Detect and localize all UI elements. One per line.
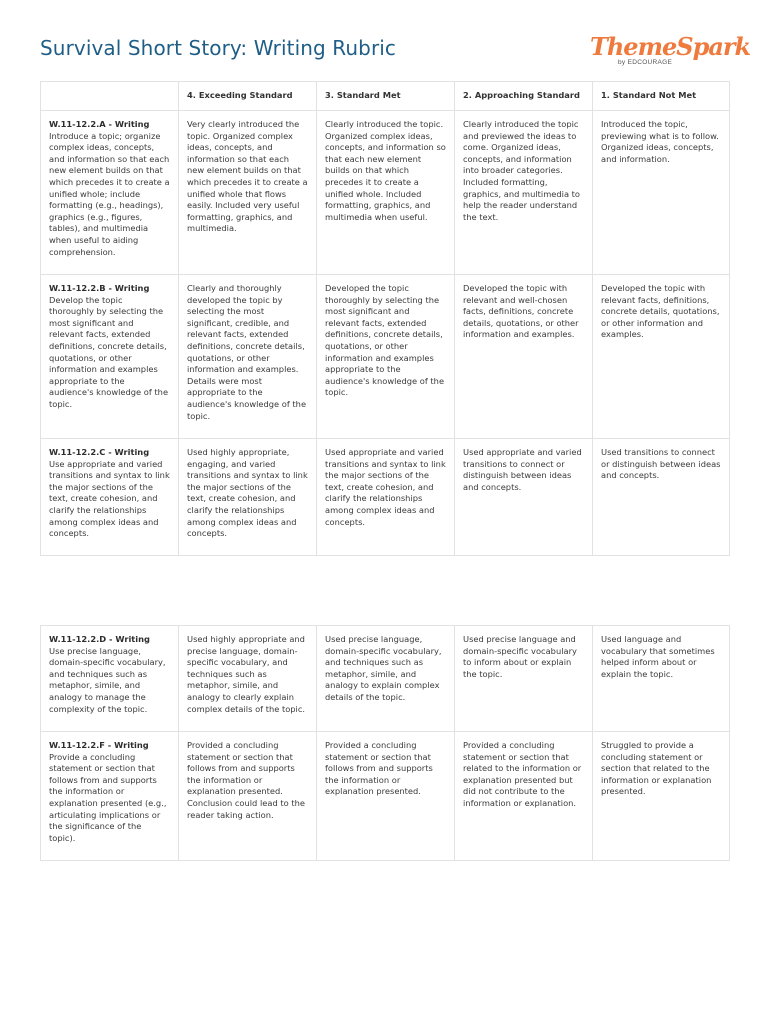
rubric-row-2b <box>41 275 730 439</box>
standard-code: W.11-12.2.D - Writing <box>49 634 150 644</box>
standard-code: W.11-12.2.C - Writing <box>49 447 150 457</box>
level-2-cell: Used appropriate and varied transitions to connect or distinguish between ideas and concepts. <box>455 439 593 556</box>
level-4-cell: Very clearly introduced the topic. Organized complex ideas, concepts, and information so that each new element builds on that which precedes it to create a unified whole that flows easily. Included very useful formatting, graphics, and multimedia. <box>179 111 317 275</box>
header-approaching-standard: 2. Approaching Standard <box>455 82 593 111</box>
rubric-row-2d <box>41 626 730 732</box>
level-4-cell: Clearly and thoroughly developed the topic by selecting the most significant, credible, and relevant facts, extended definitions, concrete details, quotations, or other information and examples. Details were most appropriate to the audience's knowledge of the topic. <box>179 275 317 439</box>
level-3-cell: Clearly introduced the topic. Organized complex ideas, concepts, and information so that each new element builds on that which precedes it to create a unified whole. Included formatting, graphics, and multimedia when useful. <box>317 111 455 275</box>
rubric-row-2f <box>41 732 730 861</box>
level-3-cell: Used appropriate and varied transitions and syntax to link the major sections of the text, create cohesion, and clarify the relationships among complex ideas and concepts. <box>317 439 455 556</box>
rubric-header-row <box>41 82 730 111</box>
level-1-cell: Used transitions to connect or distinguish between ideas and concepts. <box>593 439 730 556</box>
level-1-cell: Struggled to provide a concluding statement or section that related to the information or explanation presented. <box>593 732 730 861</box>
standard-code: W.11-12.2.B - Writing <box>49 283 150 293</box>
header-exceeding-standard: 4. Exceeding Standard <box>179 82 317 111</box>
standard-cell <box>41 732 179 861</box>
level-1-cell: Introduced the topic, previewing what is to follow. Organized ideas, concepts, and information. <box>593 111 730 275</box>
standard-cell <box>41 626 179 732</box>
standard-description: Introduce a topic; organize complex ideas, concepts, and information so that each new element builds on that which precedes it to create a unified whole; include formatting (e.g., headings), graphics (e.g., figures, tables), and multimedia when useful to aiding comprehension. <box>49 130 170 257</box>
level-2-cell: Clearly introduced the topic and previewed the ideas to come. Organized ideas, concepts, and information into broader categories. Included formatting, graphics, and multimedia to help the reader understand the text. <box>455 111 593 275</box>
standard-code: W.11-12.2.F - Writing <box>49 740 149 750</box>
level-2-cell: Used precise language and domain-specific vocabulary to inform about or explain the topic. <box>455 626 593 732</box>
header-standard <box>41 82 179 111</box>
rubric-table-part-1 <box>40 81 730 556</box>
header-standard-met: 3. Standard Met <box>317 82 455 111</box>
level-3-cell: Provided a concluding statement or section that follows from and supports the information or explanation presented. <box>317 732 455 861</box>
header-standard-not-met: 1. Standard Not Met <box>593 82 730 111</box>
level-3-cell: Used precise language, domain-specific vocabulary, and techniques such as metaphor, simile, and analogy to explain complex details of the topic. <box>317 626 455 732</box>
level-1-cell: Developed the topic with relevant facts, definitions, concrete details, quotations, or other information and examples. <box>593 275 730 439</box>
level-2-cell: Developed the topic with relevant and well-chosen facts, definitions, concrete details, quotations, or other information and examples. <box>455 275 593 439</box>
standard-cell <box>41 111 179 275</box>
page-title: Survival Short Story: Writing Rubric <box>40 36 397 60</box>
level-3-cell: Developed the topic thoroughly by selecting the most significant and relevant facts, extended definitions, concrete details, quotations, or other information and examples appropriate to the audience's knowledge of the topic. <box>317 275 455 439</box>
standard-description: Use appropriate and varied transitions and syntax to link the major sections of the text, create cohesion, and clarify the relationships among complex ideas and concepts. <box>49 458 170 539</box>
standard-code: W.11-12.2.A - Writing <box>49 119 150 129</box>
level-4-cell: Used highly appropriate, engaging, and varied transitions and syntax to link the major sections of the text, create cohesion, and clarify the relationships among complex ideas and concepts. <box>179 439 317 556</box>
standard-cell <box>41 275 179 439</box>
rubric-row-2c <box>41 439 730 556</box>
level-4-cell: Used highly appropriate and precise language, domain-specific vocabulary, and techniques such as metaphor, simile, and analogy to clearly explain complex details of the topic. <box>179 626 317 732</box>
logo-wordmark: ThemeSpark <box>590 32 751 61</box>
level-4-cell: Provided a concluding statement or section that follows from and supports the information or explanation presented. Conclusion could lead to the reader taking action. <box>179 732 317 861</box>
rubric-row-2a <box>41 111 730 275</box>
rubric-table-part-2 <box>40 625 730 861</box>
standard-description: Provide a concluding statement or section that follows from and supports the information or explanation presented (e.g., articulating implications or the significance of the topic). <box>49 751 167 843</box>
level-1-cell: Used language and vocabulary that sometimes helped inform about or explain the topic. <box>593 626 730 732</box>
level-2-cell: Provided a concluding statement or section that related to the information or explanation presented but did not contribute to the information or explanation. <box>455 732 593 861</box>
standard-description: Develop the topic thoroughly by selecting the most significant and relevant facts, extended definitions, concrete details, quotations, or other information and examples appropriate to the audience's knowledge of the topic. <box>49 294 169 409</box>
themespark-logo <box>590 32 751 72</box>
standard-description: Use precise language, domain-specific vocabulary, and techniques such as metaphor, simile, and analogy to manage the complexity of the topic. <box>49 645 166 714</box>
standard-cell <box>41 439 179 556</box>
logo-byline: by EDCOURAGE <box>618 59 673 66</box>
